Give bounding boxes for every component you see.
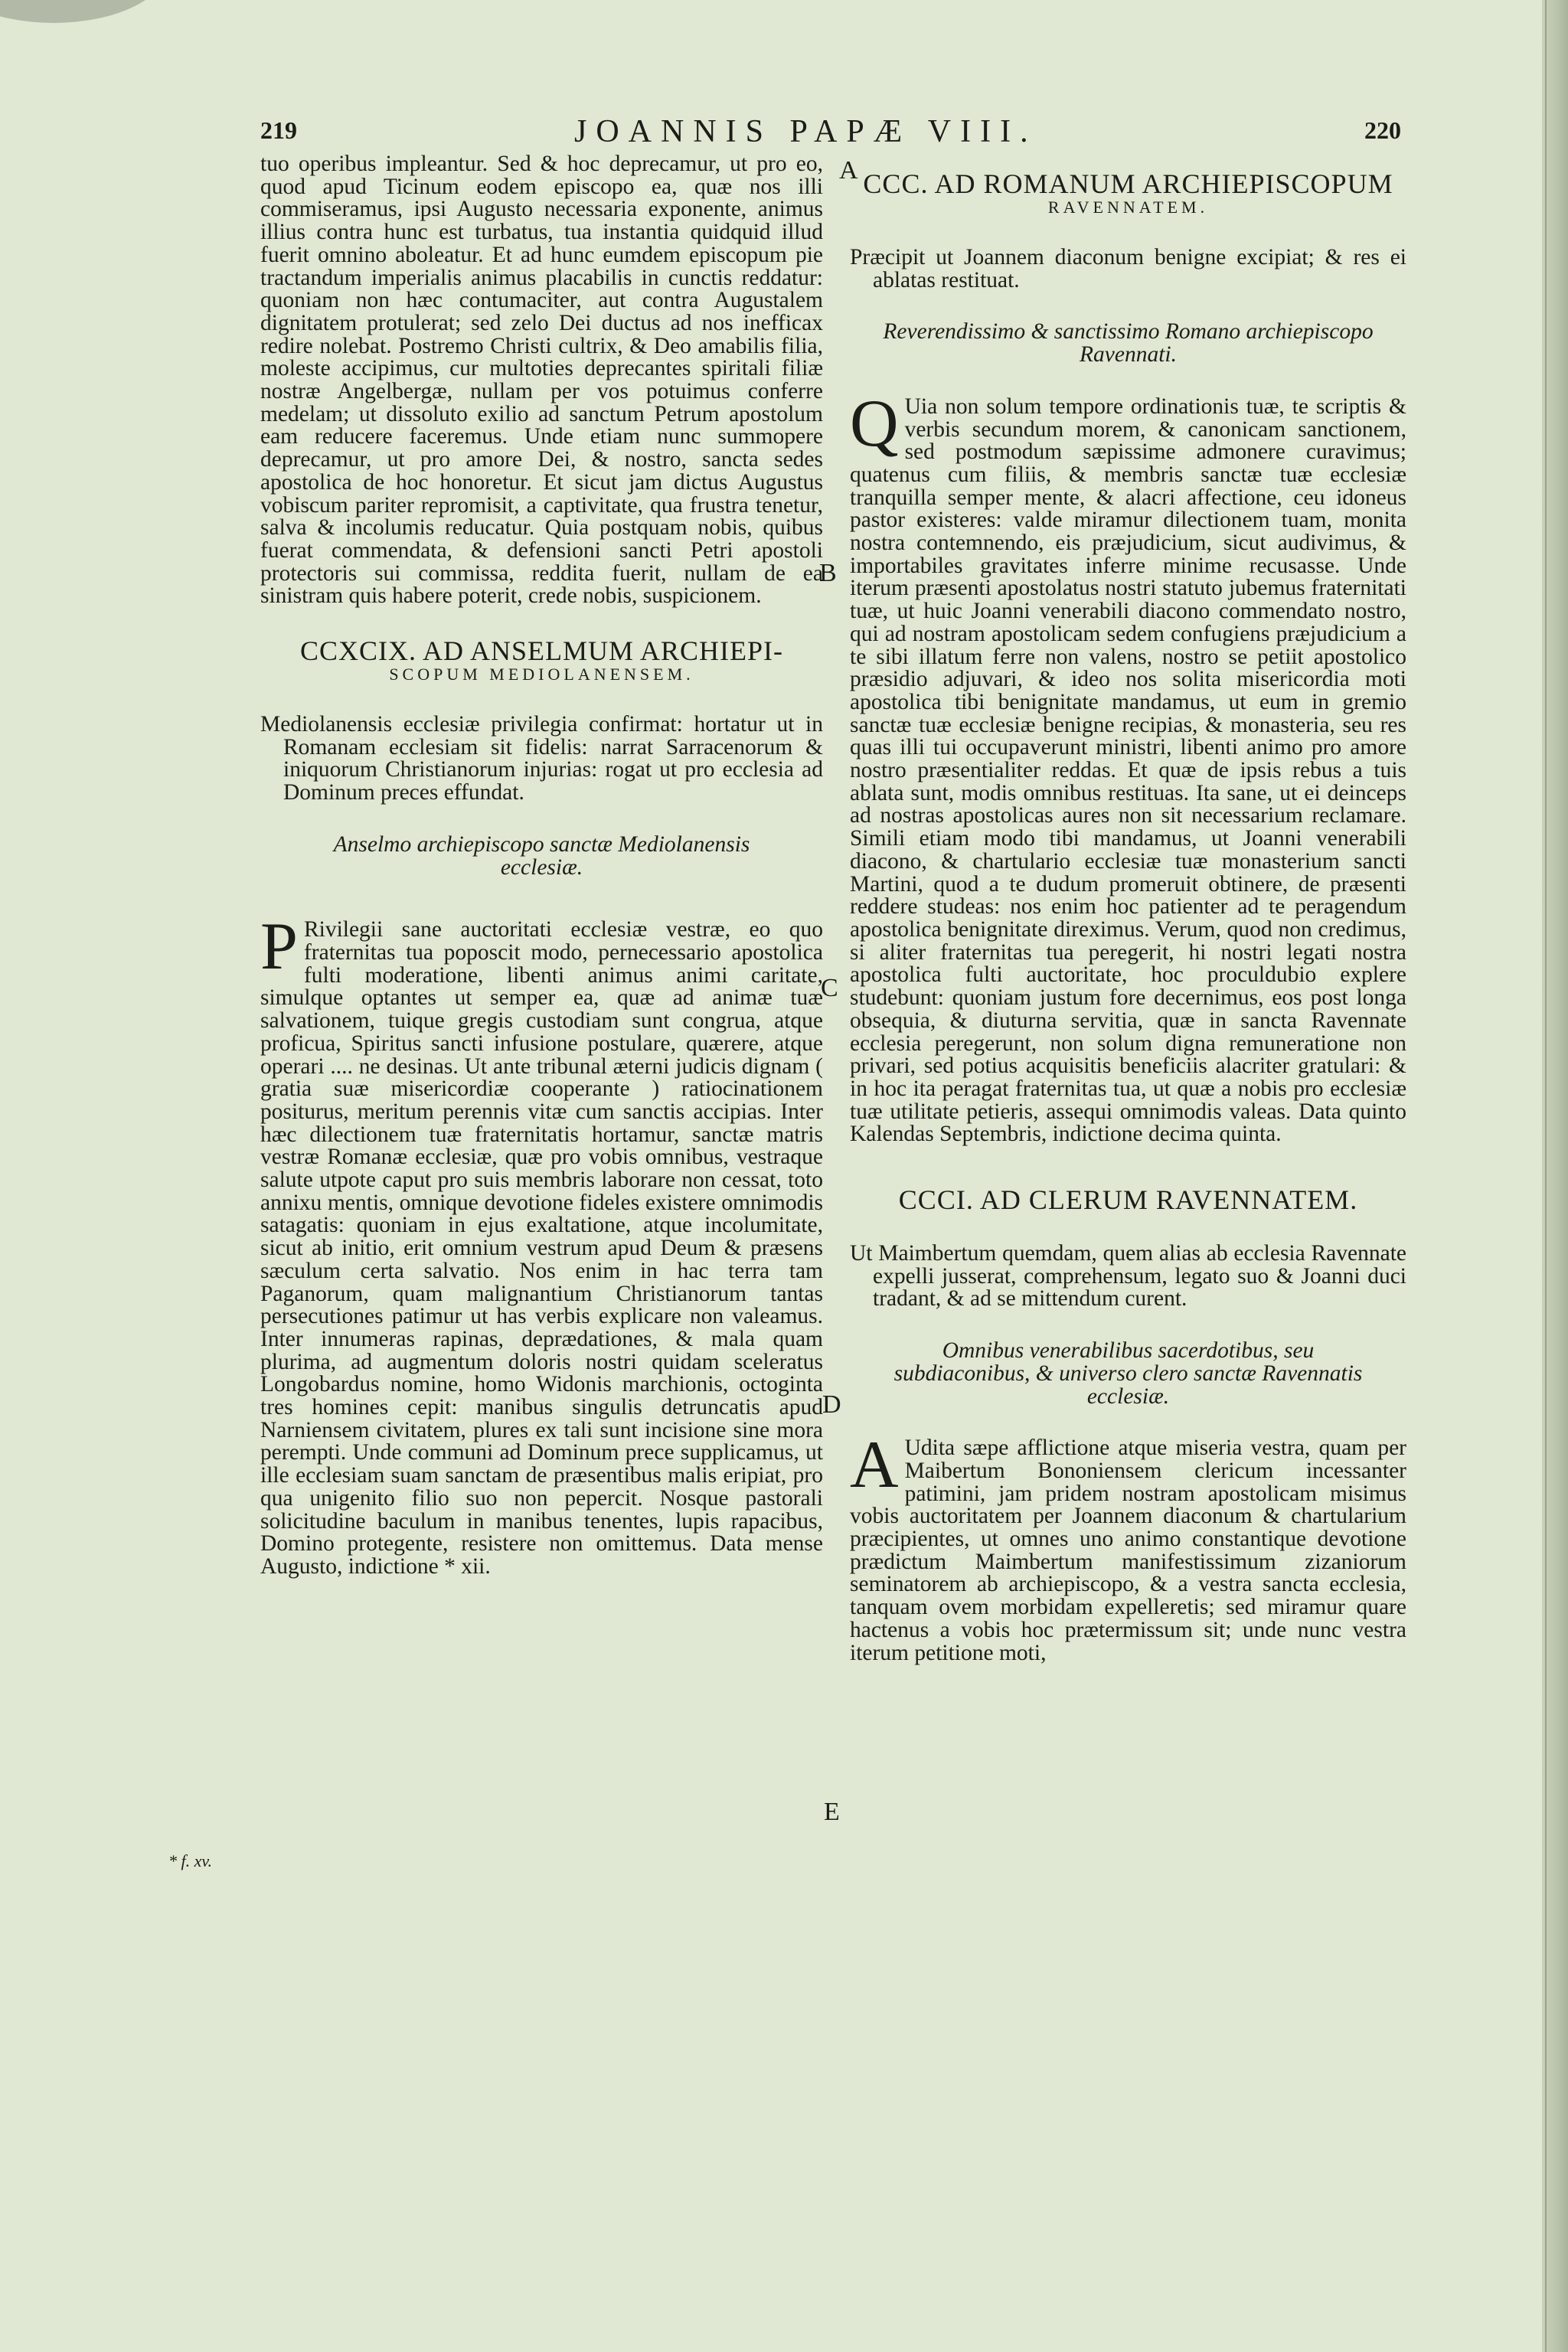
- drop-cap-p: P: [260, 910, 298, 985]
- letter-body-ccci: [850, 1428, 1406, 1665]
- margin-letter-e: E: [824, 1798, 840, 1826]
- running-title: JOANNIS PAPÆ VIII.: [574, 114, 1037, 149]
- letter-salutation-ccc: Reverendissimo & sanctissimo Romano archiepiscopo Ravennati.: [883, 319, 1374, 368]
- page-number-right: 220: [1364, 116, 1401, 144]
- letter-body-text-ccci: Udita sæpe afflictione atque miseria vestra, quam per Maibertum Bononiensem clericum incessanter patimini, jam pridem nostram apostolicam misimus vobis auctoritatem per Joannem diaconum & chartularium præcipientes, ut omnes uno animo constantique devotione prædictum Maimbertum manifestissimum zizaniorum seminatorem ab archiepiscopo, & a vestra sancta ecclesia, tanquam ovem morbidam expelleretis; sed miramur quare hactenus a vobis hoc prætermissum sit; unde nunc vestra iterum petitione moti,: [850, 1436, 1406, 1665]
- margin-letter-b: B: [819, 559, 837, 587]
- letter-heading-ccc: CCC. AD ROMANUM ARCHIEPISCOPUM: [863, 168, 1393, 199]
- margin-letter-a: A: [839, 156, 858, 185]
- page-number-left: 219: [260, 116, 297, 144]
- right-column: [850, 153, 1406, 1664]
- letter-salutation-ccxcix: Anselmo archiepiscopo sanctæ Mediolanensis ecclesiæ.: [333, 831, 750, 880]
- letter-subheading-ccc: RAVENNATEM.: [1047, 198, 1209, 217]
- letter-summary-ccc: Præcipit ut Joannem diaconum benigne excipiat; & res ei ablatas restituat.: [850, 245, 1406, 292]
- footnote-mark: * f. xv.: [168, 1851, 213, 1870]
- letter-subheading-ccxcix: SCOPUM MEDIOLANENSEM.: [389, 665, 694, 684]
- drop-cap-a: A: [850, 1428, 899, 1503]
- page-shadow: [0, 0, 168, 23]
- letter-summary-ccxcix: Mediolanensis ecclesiæ privilegia confirmat: hortatur ut in Romanam ecclesiam sit fidelis: narrat Sarracenorum & iniquorum Christianorum injurias: rogat ut pro ecclesia ad Dominum preces effundat.: [260, 712, 823, 805]
- drop-cap-q: Q: [850, 386, 899, 461]
- letter-heading-ccxcix: CCXCIX. AD ANSELMUM ARCHIEPI-: [299, 635, 784, 667]
- page-header: [260, 113, 1401, 152]
- letter-salutation-ccci: Omnibus venerabilibus sacerdotibus, seu subdiaconibus, & universo clero sanctæ Ravennatis ecclesiæ.: [893, 1338, 1363, 1409]
- margin-letter-c: C: [821, 974, 838, 1002]
- page-edge: [1542, 0, 1568, 2352]
- letter-body-text-ccc: Uia non solum tempore ordinationis tuæ, te scriptis & verbis secundum morem, & canonicam sanctionem, sed postmodum sæpissime admonere curavimus; quatenus cum filiis, & membris sanctæ tuæ ecclesiæ tranquilla semper mente, & alacri affectione, ceu idoneus pastor existeres: valde miramur dilectionem tuam, monita nostra contemnendo, eis præjudicium, sicut audivimus, & importabiles gravitates inferre minime recusasse. Unde iterum præsenti apostolatus nostri statuto jubemus fraternitati tuæ, ut huic Joanni venerabili diacono commendato nostro, qui ad nostram apostolicam sedem confugiens præjudicium a te sibi illatum ferre non valens, nostro se petiit apostolico præsidio adjuvari, & ideo nos solita misericordia moti apostolica tibi benignitate mandamus, ut eum in gremio sanctæ tuæ ecclesiæ benigne recipias, & monasteria, seu res quas illi tui occupaverunt ministri, libenti animo pro amore nostro præsentialiter reddas. Et quæ de ipsis rebus a tuis ablata sunt, modis omnibus restituas. Ita sane, ut ei deinceps ad nostras apostolicas aures non sit necessarium reclamare. Simili etiam modo tibi mandamus, ut Joanni venerabili diacono, & chartulario ecclesiæ tuæ monasterium sancti Martini, quod a te dudum promeruit obtinere, de præsenti reddere studeas: nos enim hoc patienter ad te peragendum apostolica benignitate direximus. Verum, quod non credimus, si aliter fraternitas tua peregerit, hi nostri legati nostra apostolica fulti auctoritate, hoc proculdubio explere studebunt: quoniam justum fore decernimus, eos post longa obsequia, & diuturna servitia, quæ in sancta Ravennate ecclesia peregerunt, non solum digna remuneratione non privari, sed potius acquisitis beneficiis alacriter gratulari: & in hoc ita peragat fraternitas tua, ut quæ a nobis pro ecclesiæ tuæ utilitate petieris, assequi omnimodis valeas. Data quinto Kalendas Septembris, indictione decima quinta.: [850, 394, 1406, 1147]
- letter-body-ccc: [850, 386, 1406, 1147]
- margin-letter-d: D: [822, 1390, 841, 1419]
- letter-body-ccxcix: [260, 910, 823, 1579]
- left-column: [260, 153, 823, 1579]
- continued-paragraph: tuo operibus impleantur. Sed & hoc deprecamur, ut pro eo, quod apud Ticinum eodem episcopo ea, quæ nos illi commiseramus, ipsi Augusto necessaria exponente, animus illius contra hunc est turbatus, tua instantia quidquid illud fuerit omnino aboleatur. Et ad hunc eumdem episcopum pie tractandum imperialis animus placabilis in cunctis reddatur: quoniam non hæc contumaciter, aut contra Augustalem dignitatem protulerat; sed zelo Dei ductus ad nos inefficax redire nolebat. Postremo Christi cultrix, & Deo amabilis filia, moleste accipimus, cur multoties deprecantes spiritali filiæ nostræ Angelbergæ, nullam per vos potuimus conferre medelam; ut dissoluto exilio ad sanctum Petrum apostolum eam reducere faceremus. Unde etiam nunc summopere deprecamur, ut pro amore Dei, & nostro, sancta sedes apostolica de hoc honoretur. Et sicut jam dictus Augustus vobiscum pariter repromisit, a captivitate, qua frustra tenetur, salva & incolumis reducatur. Quia postquam nobis, quibus fuerat commendata, & defensioni sancti Petri apostoli protectoris sui commissa, reddita fuerit, nullam de ea sinistram quis habere poterit, crede nobis, suspicionem.: [260, 152, 823, 609]
- letter-heading-ccci: CCCI. AD CLERUM RAVENNATEM.: [898, 1184, 1358, 1216]
- letter-body-text-ccxcix: Rivilegii sane auctoritati ecclesiæ vestræ, eo quo fraternitas tua poposcit modo, pernecessario apostolica fulti moderatione, libenti animus animi caritate, simulque optantes ut semper ea, quæ ad animæ tuæ salvationem, tuique gregis custodiam sunt congrua, atque proficua, Spiritus sancti infusione postulare, quærere, atque operari .... ne desinas. Ut ante tribunal æterni judicis dignam ( gratia suæ misericordiæ cooperante ) ratiocinationem positurus, meritum perennis vitæ cum sanctis accipias. Inter hæc dilectionem tuæ fraternitatis hortamur, sanctæ matris vestræ Romanæ ecclesiæ, quæ pro vobis omnibus, vestraque salute utpote caput pro suis membris laborare non cessat, toto annixu mentis, omnique devotione fideles existere omnimodis satagatis: quoniam in ejus exaltatione, atque incolumitate, sicut ab initio, erit omnium vestrum apud Deum & præsens sæculum certa salvatio. Nos enim in hac terra tam Paganorum, quam malignantium Christianorum tantas persecutiones patimur ut has verbis explicare non valeamus. Inter innumeras rapinas, deprædationes, & mala quam plurima, ad augmentum doloris nostri quidam sceleratus Longobardus nomine, homo Widonis marchionis, octoginta tres homines cepit: manibus singulis detruncatis apud Narniensem civitatem, plures ex tali sunt incisione sine mora perempti. Unde communi ad Dominum prece supplicamus, ut ille ecclesiam suam sanctam de præsentibus malis eripiat, pro qua unigenito filio suo non pepercit. Nosque pastorali solicitudine baculum in manibus tenentes, lupis rapacibus, Domino protegente, resistere non omittemus. Data mense Augusto, indictione * xii.: [260, 917, 823, 1579]
- letter-summary-ccci: Ut Maimbertum quemdam, quem alias ab ecclesia Ravennate expelli jusserat, comprehensum, legato suo & Joanni duci tradant, & ad se mittendum curent.: [850, 1241, 1406, 1312]
